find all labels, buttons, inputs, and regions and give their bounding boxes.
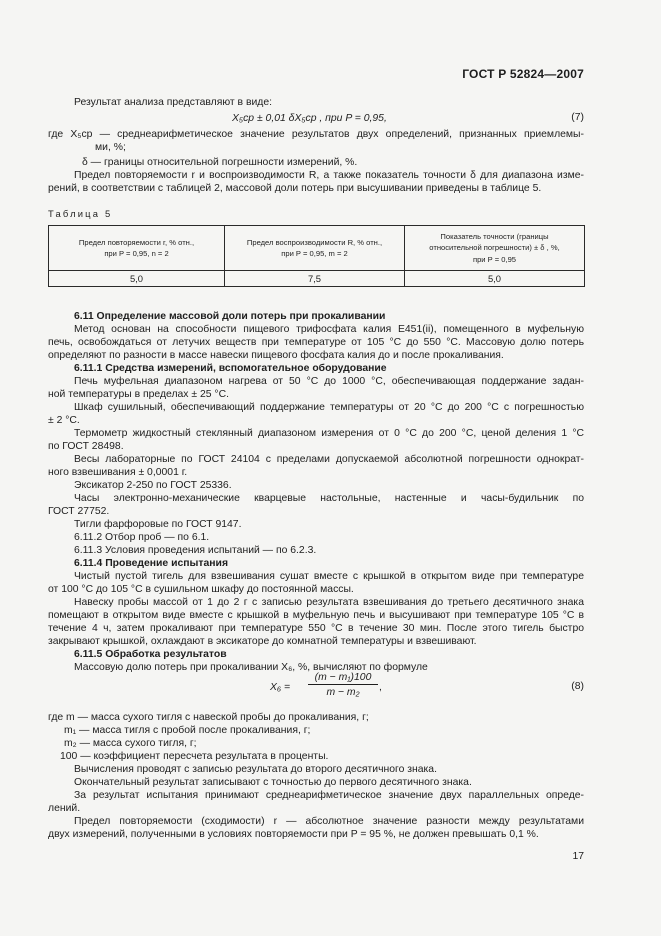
intro-line: Результат анализа представляют в виде:	[74, 97, 273, 108]
paragraph-line: Тигли фарфоровые по ГОСТ 9147.	[74, 519, 242, 530]
paragraph-line: Термометр жидкостный стеклянный диапазоном измерения от 0 °С до 200 °С, ценой деления 1 °С	[74, 428, 584, 439]
where-line: где m — масса сухого тигля с навеской пробы до прокаливания, г;	[48, 712, 369, 723]
paragraph-line: Печь муфельная диапазоном нагрева от 50 °С до 1000 °С, обеспечивающая поддержание задан-	[74, 376, 584, 387]
where-line: ми, %;	[95, 142, 126, 153]
document-header: ГОСТ Р 52824—2007	[462, 67, 584, 81]
formula-7: X₅ср ± 0,01 δX₅ср , при P = 0,95,	[232, 113, 387, 124]
paragraph-line: Предел повторяемости r и воспроизводимости R, а также показатель точности δ для диапазона изме-	[74, 170, 584, 181]
subsection-heading: 6.11.2 Отбор проб — по 6.1.	[74, 532, 210, 543]
where-line: m₁ — масса тигля с пробой после прокаливания, г;	[64, 725, 311, 736]
paragraph-line: Окончательный результат записывают с точностью до первого десятичного знака.	[74, 777, 472, 788]
table-cell: 5,0	[49, 271, 225, 287]
paragraph-line: по ГОСТ 28498.	[48, 441, 124, 452]
paragraph-line: закрывают крышкой, охлаждают в эксикаторе до комнатной температуры и взвешивают.	[48, 636, 477, 647]
subsection-heading: 6.11.1 Средства измерений, вспомогательное оборудование	[74, 363, 387, 374]
table-5	[48, 225, 585, 287]
formula-8-comma: ,	[379, 682, 382, 693]
paragraph-line: Шкаф сушильный, обеспечивающий поддержание температуры от 20 °С до 200 °С с погрешностью	[74, 402, 584, 413]
paragraph-line: Чистый пустой тигель для взвешивания сушат вместе с крышкой в открытом виде при температуре	[74, 571, 584, 582]
formula-8-denominator: m − m₂	[326, 687, 360, 698]
page-number: 17	[572, 851, 584, 862]
paragraph-line: Массовую долю потерь при прокаливании X₆, %, вычисляют по формуле	[74, 662, 428, 673]
paragraph-line: определяют по разности в массе навески пищевого фосфата калия до и после прокаливания.	[48, 350, 504, 361]
table-header-cell: Показатель точности (границы относительной погрешности) ± δ , %, при P = 0,95	[405, 226, 585, 271]
section-heading: 6.11 Определение массовой доли потерь при прокаливании	[74, 311, 386, 322]
table-row	[49, 271, 585, 287]
paragraph-line: Вычисления проводят с записью результата до второго десятичного знака.	[74, 764, 437, 775]
paragraph-line: двух измерений, полученными в условиях повторяемости при P = 95 %, не должен превышать 0,1 %.	[48, 829, 539, 840]
formula-8-numerator: (m − m₁)100	[308, 672, 378, 685]
paragraph-line: лений.	[48, 803, 81, 814]
subsection-heading: 6.11.5 Обработка результатов	[74, 649, 227, 660]
paragraph-line: помещают в открытом виде вместе с крышкой в муфельную печь и высушивают при температуре 105 °С в	[48, 610, 584, 621]
paragraph-line: Метод основан на способности пищевого трифосфата калия Е451(ii), помещенного в муфельную	[74, 324, 584, 335]
subsection-heading: 6.11.3 Условия проведения испытаний — по 6.2.3.	[74, 545, 317, 556]
paragraph-line: Предел повторяемости (сходимости) r — абсолютное значение разности между результатами	[74, 816, 584, 827]
paragraph-line: от 100 °С до 105 °С в сушильном шкафу до постоянной массы.	[48, 584, 354, 595]
paragraph-line: печь, освобождаться от летучих веществ при температуре от 105 °С до 550 °С. Массовую долю потерь	[48, 337, 584, 348]
subsection-heading: 6.11.4 Проведение испытания	[74, 558, 229, 569]
paragraph-line: ной температуры в пределах ± 25 °С.	[48, 389, 229, 400]
paragraph-line: ± 2 °С.	[48, 415, 80, 426]
paragraph-line: За результат испытания принимают среднеарифметическое значение двух параллельных опреде-	[74, 790, 584, 801]
paragraph-line: рений, в соответствии с таблицей 2, массовой доли потерь при высушивании приведены в таблице 5.	[48, 183, 542, 194]
table-cell: 5,0	[405, 271, 585, 287]
table-header-cell: Предел повторяемости r, % отн., при P = 0,95, n = 2	[49, 226, 225, 271]
table-header-cell: Предел воспроизводимости R, % отн., при P = 0,95, m = 2	[225, 226, 405, 271]
paragraph-line: течение 4 ч, затем прокаливают при температуре 550 °С в течение 30 мин. После этого тигель быстро	[48, 623, 584, 634]
table-header-row	[49, 226, 585, 271]
formula-7-number: (7)	[571, 112, 584, 123]
formula-8-lhs: X₆ =	[270, 682, 291, 693]
formula-8-number: (8)	[571, 681, 584, 692]
where-line: где X₅ср — среднеарифметическое значение результатов двух определений, признанных приемлемы-	[48, 129, 584, 140]
where-line: m₂ — масса сухого тигля, г;	[64, 738, 197, 749]
paragraph-line: Весы лабораторные по ГОСТ 24104 с пределами допускаемой абсолютной погрешности однократ-	[74, 454, 584, 465]
formula-8-fraction	[308, 672, 378, 698]
paragraph-line: ного взвешивания ± 0,0001 г.	[48, 467, 188, 478]
paragraph-line: ГОСТ 27752.	[48, 506, 110, 517]
table-caption: Таблица 5	[48, 208, 113, 219]
table-cell: 7,5	[225, 271, 405, 287]
where-line: δ — границы относительной погрешности измерений, %.	[82, 157, 358, 168]
paragraph-line: Часы электронно-механические кварцевые настольные, настенные и часы-будильник по	[74, 493, 584, 504]
where-line: 100 — коэффициент пересчета результата в проценты.	[60, 751, 329, 762]
paragraph-line: Навеску пробы массой от 1 до 2 г с записью результата взвешивания до третьего десятичного знака	[74, 597, 584, 608]
paragraph-line: Эксикатор 2-250 по ГОСТ 25336.	[74, 480, 232, 491]
